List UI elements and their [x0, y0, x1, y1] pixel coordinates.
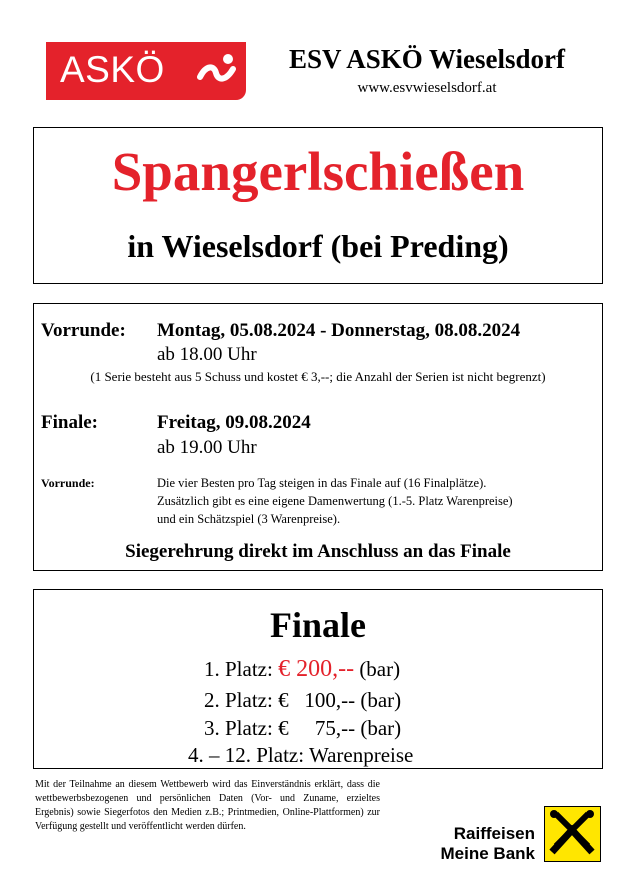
title-box	[33, 127, 603, 284]
logo-text: ASKÖ	[60, 49, 165, 90]
vorrunde-time: ab 18.00 Uhr	[157, 344, 257, 365]
schedule-box	[33, 303, 603, 571]
rules-label: Vorrunde:	[41, 476, 95, 490]
vorrunde-label: Vorrunde:	[41, 320, 126, 341]
sponsor-line-1: Raiffeisen	[453, 824, 535, 843]
askoe-logo	[46, 42, 246, 100]
prize-amount: € 200,--	[278, 656, 355, 682]
finale-label: Finale:	[41, 412, 98, 433]
vorrunde-note: (1 Serie besteht aus 5 Schuss und kostet € 3,--; die Anzahl der Serien ist nicht begrenzt)	[90, 369, 546, 384]
rules-line: und ein Schätzspiel (3 Warenpreise).	[157, 512, 341, 526]
ceremony-note: Siegerehrung direkt im Anschluss an das Finale	[125, 541, 511, 562]
event-location: in Wieselsdorf (bei Preding)	[127, 228, 509, 264]
other-prizes: 4. – 12. Platz: Warenpreise	[188, 743, 414, 767]
raiffeisen-gable-cross-icon	[544, 806, 601, 862]
club-website[interactable]: www.esvwieselsdorf.at	[357, 80, 497, 96]
prize-suffix: (bar)	[359, 657, 401, 681]
prize-row-2	[204, 688, 401, 713]
rules-text	[157, 474, 597, 528]
finale-prizes-box	[33, 589, 603, 769]
vorrunde-dates: Montag, 05.08.2024 - Donnerstag, 08.08.2024	[157, 320, 521, 341]
finale-date: Freitag, 09.08.2024	[157, 412, 311, 433]
rules-line: Zusätzlich gibt es eine eigene Damenwertung (1.-5. Platz Warenpreise)	[157, 494, 513, 508]
event-title: Spangerlschießen	[111, 141, 525, 202]
prize-row-3	[204, 716, 401, 741]
prize-place: 2. Platz:	[204, 688, 273, 712]
prize-suffix: (bar)	[360, 688, 402, 712]
finale-time: ab 19.00 Uhr	[157, 437, 257, 458]
club-name: ESV ASKÖ Wieselsdorf	[288, 44, 566, 74]
prize-amount: € 75,--	[278, 716, 356, 740]
rules-line: Die vier Besten pro Tag steigen in das Finale auf (16 Finalplätze).	[157, 476, 487, 490]
finale-heading: Finale	[270, 605, 366, 645]
askoe-logo-icon	[196, 51, 238, 91]
sponsor-name	[415, 824, 535, 864]
prize-place: 3. Platz:	[204, 716, 273, 740]
data-consent-disclaimer: Mit der Teilnahme an diesem Wettbewerb wird das Einverständnis erklärt, dass die wettbewerbsbezogenen und persönlichen Daten (Vor- und Zuname, erzieltes Ergebnis) sowie Siegerfotos den Medien z.B.; Printmedien, Online-Plattformen) zur Verfügung gestellt und veröffentlicht werden dürfen.	[35, 779, 380, 832]
prize-row-1	[204, 656, 400, 683]
sponsor-line-2: Meine Bank	[440, 844, 535, 863]
prize-suffix: (bar)	[360, 716, 402, 740]
prize-place: 1. Platz:	[204, 657, 273, 681]
prize-amount: € 100,--	[278, 688, 356, 712]
